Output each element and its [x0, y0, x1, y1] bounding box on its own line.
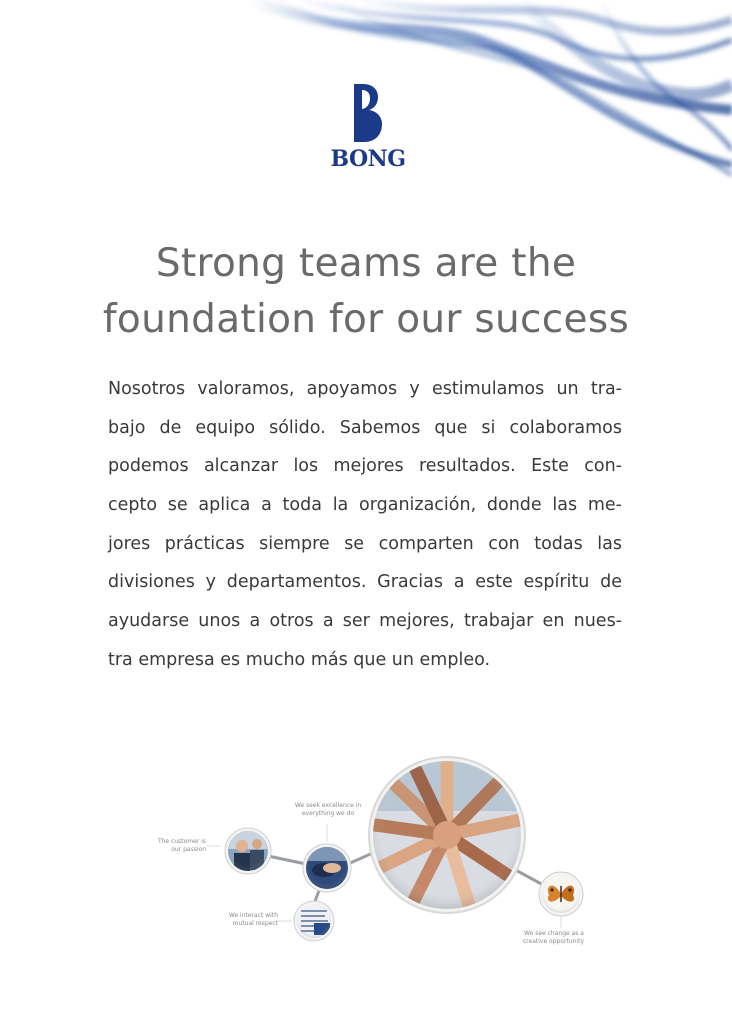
teamwork-hands-photo — [369, 757, 525, 913]
caption-change: We see change as a creative opportunity — [522, 930, 584, 945]
values-diagram — [0, 740, 732, 980]
bong-logo-mark — [354, 84, 382, 142]
handshake-photo — [303, 844, 351, 892]
body-line: ayudarse unos a otros a ser mejores, trabajar en nues- — [108, 611, 622, 632]
caption-customer: The customer is our passion — [157, 838, 206, 853]
brand-name: BONG — [330, 146, 406, 172]
body-line: cepto se aplica a toda la organización, donde las me- — [108, 495, 622, 516]
body-paragraph — [108, 370, 622, 680]
caption-excellence: We seek excellence in everything we do — [294, 802, 362, 817]
body-line: podemos alcanzar los mejores resultados. Este con- — [108, 456, 622, 477]
butterfly-photo — [539, 872, 583, 916]
body-line: Nosotros valoramos, apoyamos y estimulamos un tra- — [108, 379, 622, 399]
body-line: divisiones y departamentos. Gracias a este espíritu de — [108, 572, 622, 593]
headline-line-1: Strong teams are the — [155, 241, 577, 286]
brand-logo — [318, 84, 418, 174]
customer-photo — [225, 828, 271, 874]
caption-respect: We interact with mutual respect — [228, 912, 278, 927]
headline-line-2: foundation for our success — [102, 297, 630, 342]
body-line: bajo de equipo sólido. Sabemos que si colaboramos — [108, 417, 622, 438]
body-line: tra empresa es mucho más que un empleo. — [108, 649, 491, 670]
document-photo — [294, 901, 334, 941]
headline — [60, 236, 672, 348]
values-network — [0, 740, 732, 980]
body-line: jores prácticas siempre se comparten con todas las — [108, 533, 622, 554]
